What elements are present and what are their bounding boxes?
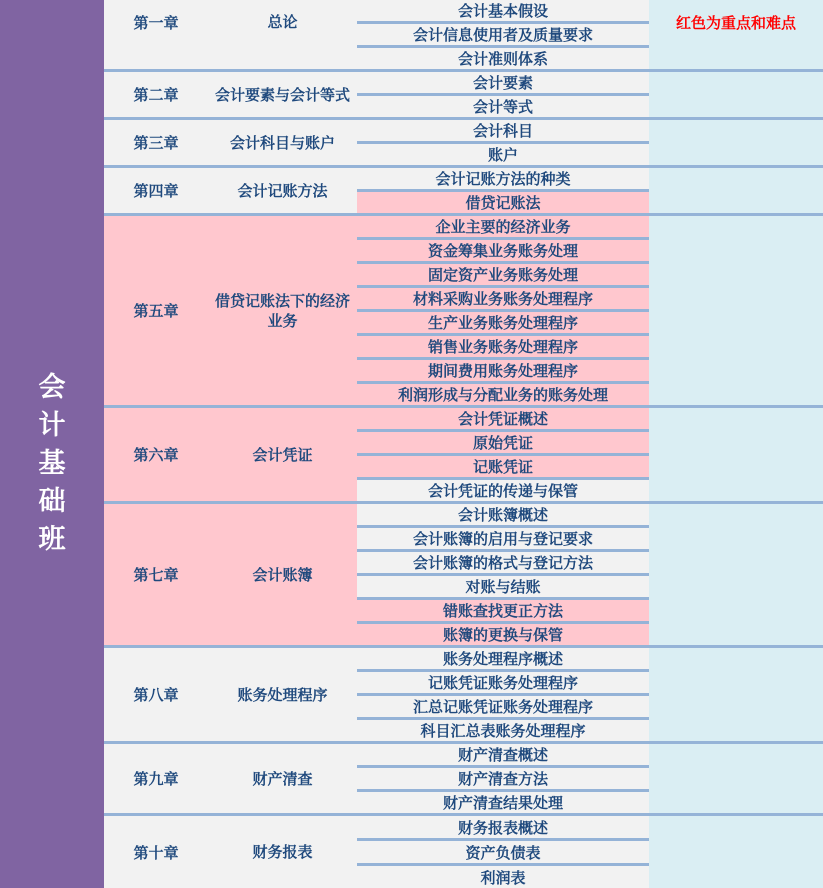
note-cell — [649, 408, 823, 501]
topic-item: 记账凭证 — [357, 456, 649, 480]
chapter-number: 第二章 — [104, 72, 208, 117]
topic-item: 企业主要的经济业务 — [357, 216, 649, 240]
topic-item: 对账与结账 — [357, 576, 649, 600]
note-cell — [649, 216, 823, 405]
topic-list — [357, 504, 649, 645]
topic-item: 会计凭证的传递与保管 — [357, 480, 649, 501]
chapter-title: 会计账簿 — [208, 504, 357, 645]
chapter-title: 借贷记账法下的经济业务 — [208, 216, 357, 405]
topic-item: 会计要素 — [357, 72, 649, 96]
topic-item: 会计凭证概述 — [357, 408, 649, 432]
chapter-number: 第六章 — [104, 408, 208, 501]
topic-item: 汇总记账凭证账务处理程序 — [357, 696, 649, 720]
topic-item: 错账查找更正方法 — [357, 600, 649, 624]
chapter-number: 第五章 — [104, 216, 208, 405]
topic-item: 原始凭证 — [357, 432, 649, 456]
chapter-row — [104, 816, 823, 888]
chapter-number: 第九章 — [104, 744, 208, 813]
topic-item: 材料采购业务账务处理程序 — [357, 288, 649, 312]
topic-item: 科目汇总表账务处理程序 — [357, 720, 649, 741]
topic-list — [357, 120, 649, 165]
chapter-title: 财产清查 — [208, 744, 357, 813]
course-title: 会计基础班 — [38, 372, 66, 555]
topic-item: 会计记账方法的种类 — [357, 168, 649, 192]
chapter-number: 第七章 — [104, 504, 208, 645]
note-cell — [649, 168, 823, 213]
topic-list — [357, 72, 649, 117]
chapter-row — [104, 504, 823, 648]
topic-item: 固定资产业务账务处理 — [357, 264, 649, 288]
chapter-row — [104, 168, 823, 216]
topic-item: 销售业务账务处理程序 — [357, 336, 649, 360]
topic-item: 财务报表概述 — [357, 816, 649, 841]
chapter-row — [104, 408, 823, 504]
topic-item: 记账凭证账务处理程序 — [357, 672, 649, 696]
topic-item: 会计账簿的格式与登记方法 — [357, 552, 649, 576]
topic-item: 会计科目 — [357, 120, 649, 144]
topic-item: 会计等式 — [357, 96, 649, 117]
topic-item: 会计基本假设 — [357, 0, 649, 24]
topic-item: 借贷记账法 — [357, 192, 649, 213]
chapter-number: 第一章 — [104, 0, 208, 69]
chapter-row — [104, 120, 823, 168]
topic-item: 账簿的更换与保管 — [357, 624, 649, 645]
chapter-number: 第十章 — [104, 816, 208, 888]
topic-item: 生产业务账务处理程序 — [357, 312, 649, 336]
chapter-title: 财务报表 — [208, 816, 357, 888]
topic-item: 利润表 — [357, 866, 649, 888]
note-cell — [649, 120, 823, 165]
chapter-title: 会计要素与会计等式 — [208, 72, 357, 117]
topic-item: 资金筹集业务账务处理 — [357, 240, 649, 264]
note-cell — [649, 72, 823, 117]
topic-list — [357, 168, 649, 213]
topic-list — [357, 0, 649, 69]
topic-item: 资产负债表 — [357, 841, 649, 866]
topic-list — [357, 216, 649, 405]
topic-item: 财产清查方法 — [357, 768, 649, 792]
topic-item: 会计信息使用者及质量要求 — [357, 24, 649, 48]
chapter-row — [104, 0, 823, 72]
topic-item: 会计账簿的启用与登记要求 — [357, 528, 649, 552]
chapter-title: 会计科目与账户 — [208, 120, 357, 165]
note-cell — [649, 816, 823, 888]
topic-item: 利润形成与分配业务的账务处理 — [357, 384, 649, 405]
topic-item: 会计账簿概述 — [357, 504, 649, 528]
topic-item: 账户 — [357, 144, 649, 165]
topic-item: 期间费用账务处理程序 — [357, 360, 649, 384]
chapter-title: 账务处理程序 — [208, 648, 357, 741]
legend-note: 红色为重点和难点 — [649, 0, 823, 69]
topic-list — [357, 744, 649, 813]
chapter-row — [104, 648, 823, 744]
topic-list — [357, 816, 649, 888]
note-cell — [649, 648, 823, 741]
course-sidebar — [0, 0, 104, 888]
topic-list — [357, 648, 649, 741]
chapter-number: 第三章 — [104, 120, 208, 165]
chapter-title: 总论 — [208, 0, 357, 69]
topic-item: 会计准则体系 — [357, 48, 649, 69]
topic-list — [357, 408, 649, 501]
topic-item: 账务处理程序概述 — [357, 648, 649, 672]
topic-item: 财产清查结果处理 — [357, 792, 649, 813]
note-cell — [649, 504, 823, 645]
chapter-number: 第四章 — [104, 168, 208, 213]
topic-item: 财产清查概述 — [357, 744, 649, 768]
chapter-row — [104, 744, 823, 816]
chapter-title: 会计凭证 — [208, 408, 357, 501]
syllabus-table — [104, 0, 823, 888]
chapter-row — [104, 216, 823, 408]
note-cell — [649, 744, 823, 813]
chapter-title: 会计记账方法 — [208, 168, 357, 213]
chapter-row — [104, 72, 823, 120]
chapter-number: 第八章 — [104, 648, 208, 741]
